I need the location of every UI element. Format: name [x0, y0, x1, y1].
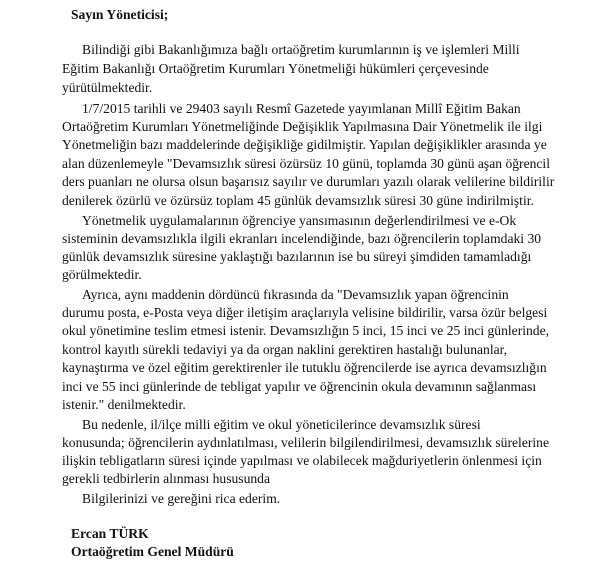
paragraph-line: sisteminin devamsızlıkla ilgili ekranları incelendiğinde, bazı öğrencilerin toplamdaki 30 [62, 231, 542, 246]
paragraph-line: Bilgilerinizi ve gereğini rica ederim. [82, 491, 281, 506]
paragraph-line: 1/7/2015 tarihli ve 29403 sayılı Resmî Gazetede yayımlanan Millî Eğitim Bakan [82, 101, 521, 116]
paragraph-line: Ortaöğretim Kurumları Yönetmeliğinde Değişiklik Yapılmasına Dair Yönetmelik ile ilgi [62, 119, 543, 134]
paragraph-line: okul yönetimine teslim etmesi istenir. Devamsızlığın 5 inci, 15 inci ve 25 inci günlerinde, [62, 323, 550, 338]
paragraph-line: kaynaştırma ve özel eğitim gerektirenler ile tutuklu öğrencilerde ise ayrıca devamsızlığın [62, 360, 547, 375]
paragraph-line: kontrol kayıtlı sürekli tedaviyi ya da organ naklini gerektiren hastalığı bulunanlar, [62, 342, 508, 357]
signatory-title: Ortaöğretim Genel Müdürü [71, 544, 234, 559]
paragraph-line: konusunda; öğrencilerin aydınlatılması, velilerin bilgilendirilmesi, devamsızlık sürelerine [62, 435, 549, 450]
paragraph-line: Ayrıca, aynı maddenin dördüncü fıkrasında da "Devamsızlık yapan öğrencinin [82, 287, 509, 302]
paragraph-line: Eğitim Bakanlığı Ortaöğretim Kurumları Yönetmeliği hükümleri çerçevesinde [62, 61, 489, 76]
paragraph-line: Yönetmelik uygulamalarının öğrenciye yansımasının değerlendirilmesi ve e-Ok [82, 213, 517, 228]
paragraph-line: ders puanları ne olursa olsun başarısız sayılır ve durumları yazılı olarak velilerine bildirilir [62, 174, 555, 189]
paragraph-line: Yönetmeliğin bazı maddelerinde değişikliğe gidilmiştir. Yapılan değişiklikler arasında ye [62, 137, 547, 152]
paragraph-line: gerekli tedbirlerin alınması hususunda [62, 471, 271, 486]
paragraph-line: günlük devamsızlık süresine yaklaştığı bazılarının ise bu süreyi şimdiden tamamladığı [62, 249, 532, 264]
signatory-name: Ercan TÜRK [71, 526, 149, 541]
paragraph-line: inci ve 55 inci günlerinde de tebligat yapılır ve öğrencinin okula devamının sağlanması [62, 379, 537, 394]
paragraph-line: istenir." denilmektedir. [62, 397, 186, 412]
paragraph-line: görülmektedir. [62, 267, 142, 282]
paragraph-line: durumu posta, e-Posta veya diğer iletişim araçlarıyla velisine bildirilir, varsa özür belgesi [62, 305, 548, 320]
paragraph-line: ilişkin tebligatların süresi içinde yapılması ve olabilecek mağduriyetlerin önlenmesi için [62, 453, 542, 468]
paragraph-line: alan düzenlemeyle "Devamsızlık süresi özürsüz 10 günü, toplamda 30 günü aşan öğrencil [62, 156, 550, 171]
paragraph-line: yürütülmektedir. [62, 80, 153, 95]
paragraph-line: Bilindiği gibi Bakanlığımıza bağlı ortaöğretim kurumlarının iş ve işlemleri Milli [82, 42, 520, 57]
salutation: Sayın Yöneticisi; [71, 7, 169, 22]
paragraph-line: denilerek özürlü ve özürsüz toplam 45 günlük devamsızlık süresi 30 güne indirilmiştir. [62, 193, 534, 208]
paragraph-line: Bu nedenle, il/ilçe milli eğitim ve okul yöneticilerince devamsızlık süresi [82, 417, 481, 432]
